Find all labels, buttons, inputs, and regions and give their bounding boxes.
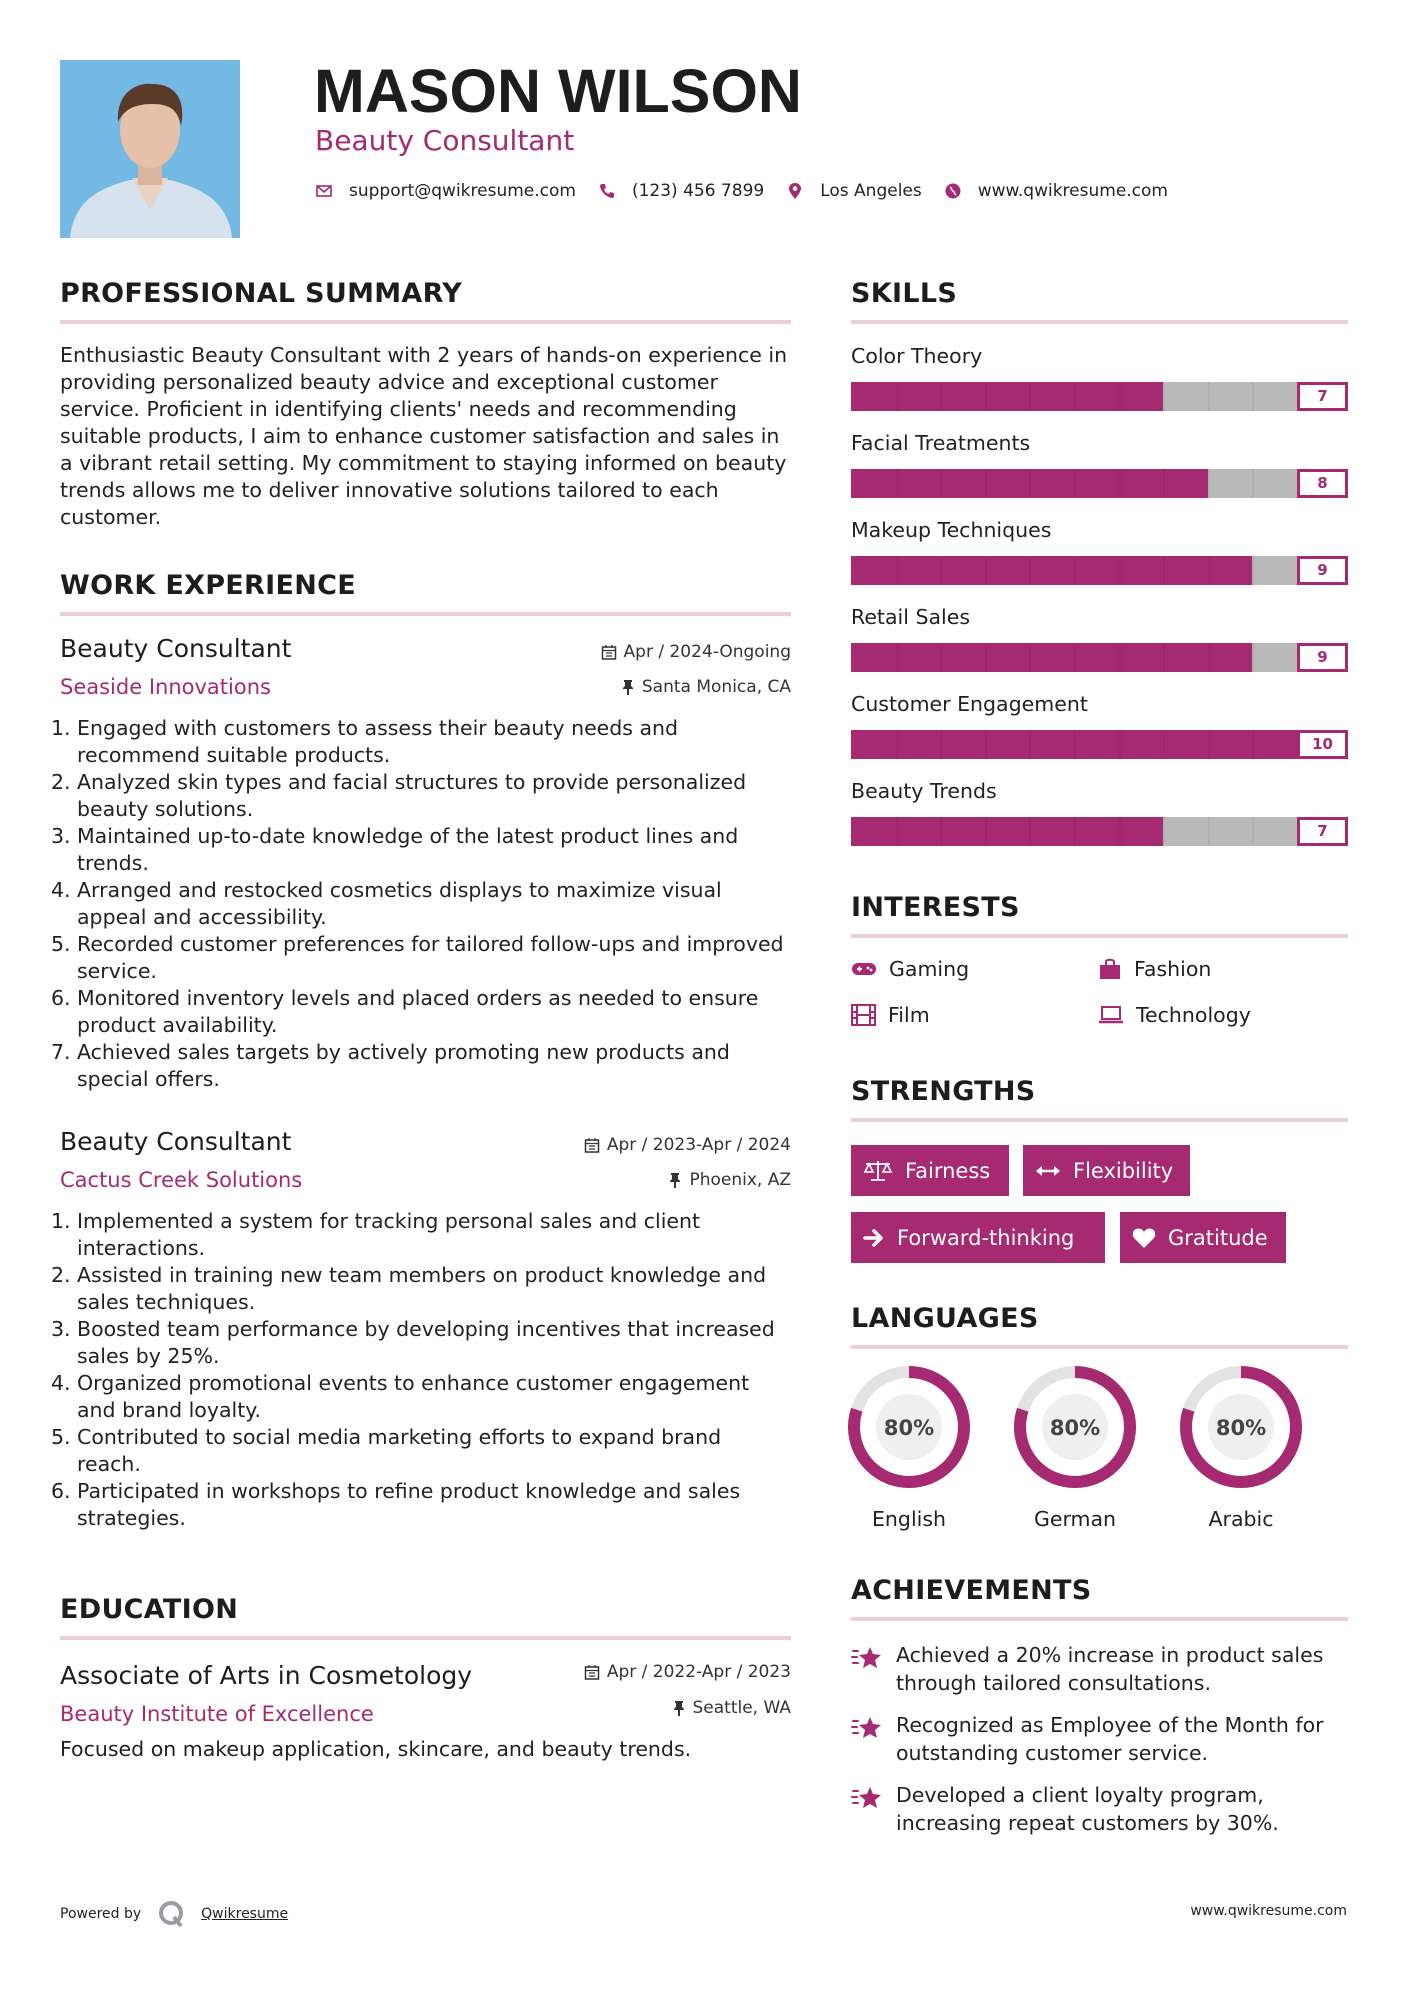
language-percent: 80% <box>1215 1416 1267 1440</box>
skill-bar-fill <box>851 817 1163 846</box>
skill-label: Color Theory <box>851 344 983 368</box>
skill-bar-divider <box>1252 469 1254 498</box>
achievements-section <box>851 1573 1348 1621</box>
envelope-icon <box>315 182 333 200</box>
skill-bar-divider <box>940 817 942 846</box>
interest-label: Gaming <box>889 957 970 981</box>
skill-bar <box>851 469 1348 498</box>
list-item: Monitored inventory levels and placed orders as needed to ensure product availability. <box>77 986 759 1037</box>
strengths-section <box>851 1074 1348 1122</box>
skill-bar-divider <box>1252 382 1254 411</box>
list-item: Assisted in training new team members on product knowledge and sales techniques. <box>77 1263 767 1314</box>
phone-icon <box>598 182 616 200</box>
languages-section <box>851 1301 1348 1349</box>
strength-label: Gratitude <box>1168 1225 1268 1250</box>
skill-bar-divider <box>1119 556 1121 585</box>
skill-bar-fill <box>851 643 1252 672</box>
calendar-icon <box>601 644 617 660</box>
skill-bar-divider <box>1163 643 1165 672</box>
skill-value: 8 <box>1297 469 1348 498</box>
skill-bar-divider <box>1252 556 1254 585</box>
education-entry <box>60 1662 791 1763</box>
skill-bar-divider <box>1252 730 1254 759</box>
skill-bar-divider <box>1074 817 1076 846</box>
skill-bar-divider <box>1029 556 1031 585</box>
summary-section <box>60 276 791 531</box>
skill-bar-divider <box>1208 730 1210 759</box>
skill-value: 10 <box>1297 730 1348 759</box>
skill-bar-divider <box>940 643 942 672</box>
pushpin-icon <box>672 1700 686 1716</box>
job-entry <box>60 635 791 1093</box>
skills-heading: SKILLS <box>851 276 1348 324</box>
skill-bar-track <box>851 817 1297 846</box>
shooting-star-icon <box>851 1785 883 1811</box>
arrows-horizontal-icon <box>1035 1164 1061 1178</box>
skill-bar-divider <box>985 730 987 759</box>
candidate-name: MASON WILSON <box>314 57 802 125</box>
language-item <box>1010 1365 1140 1533</box>
contact-phone: (123) 456 7899 <box>631 181 765 201</box>
language-item <box>1176 1365 1306 1533</box>
education-location <box>672 1696 792 1720</box>
job-dates <box>601 640 791 664</box>
film-icon <box>851 1004 876 1026</box>
job-location-text: Santa Monica, CA <box>641 677 791 697</box>
skill-label: Customer Engagement <box>851 692 1088 716</box>
skills-section <box>851 276 1348 324</box>
strength-badge <box>851 1212 1105 1263</box>
languages-heading: LANGUAGES <box>851 1301 1348 1349</box>
skill-bar-track <box>851 469 1297 498</box>
contact-location: Los Angeles <box>820 181 922 201</box>
skill-bar-divider <box>1029 643 1031 672</box>
job-dates <box>584 1133 791 1157</box>
skill-bar-divider <box>896 730 898 759</box>
skill-bar-divider <box>1119 469 1121 498</box>
interest-item <box>851 1001 930 1029</box>
strengths-heading: STRENGTHS <box>851 1074 1348 1122</box>
skill-bar <box>851 643 1348 672</box>
interest-item <box>851 955 969 983</box>
job-location <box>668 1168 791 1192</box>
job-entry <box>60 1128 791 1532</box>
achievement-item <box>851 1711 1348 1767</box>
skill-bar <box>851 817 1348 846</box>
strength-badge <box>851 1145 1009 1196</box>
list-item: Contributed to social media marketing efforts to expand brand reach. <box>77 1425 722 1476</box>
globe-icon <box>944 182 962 200</box>
skill-bar-divider <box>1119 643 1121 672</box>
job-title: Beauty Consultant <box>60 1127 292 1156</box>
job-title: Beauty Consultant <box>60 634 292 663</box>
skill-bar-divider <box>1163 382 1165 411</box>
contact-email[interactable]: support@qwikresume.com <box>349 181 576 201</box>
skill-bar-divider <box>1119 817 1121 846</box>
job-location <box>621 675 791 699</box>
list-item: Recorded customer preferences for tailored follow-ups and improved service. <box>77 932 784 983</box>
skill-bar-divider <box>1074 469 1076 498</box>
interests-section <box>851 890 1348 938</box>
job-responsibilities <box>51 1208 791 1532</box>
job-dates-text: Apr / 2023-Apr / 2024 <box>606 1135 791 1155</box>
list-item: Maintained up-to-date knowledge of the latest product lines and trends. <box>77 824 739 875</box>
skill-bar <box>851 556 1348 585</box>
interests-list <box>851 955 1348 1035</box>
school-name: Beauty Institute of Excellence <box>60 1702 374 1726</box>
laptop-icon <box>1098 1005 1124 1025</box>
calendar-icon <box>584 1137 600 1153</box>
achievement-text: Recognized as Employee of the Month for outstanding customer service. <box>896 1713 1324 1765</box>
skill-bar-divider <box>1029 382 1031 411</box>
education-section <box>60 1592 791 1763</box>
skill-bar-divider <box>940 556 942 585</box>
skill-bar-track <box>851 730 1297 759</box>
balance-scale-icon <box>863 1159 893 1183</box>
interest-label: Technology <box>1136 1003 1251 1027</box>
skill-bar-divider <box>1163 556 1165 585</box>
skill-bar-divider <box>896 382 898 411</box>
achievement-text: Achieved a 20% increase in product sales through tailored consultations. <box>896 1643 1324 1695</box>
map-marker-icon <box>786 182 804 200</box>
skill-bar-track <box>851 382 1297 411</box>
strength-label: Forward-thinking <box>897 1225 1075 1250</box>
strengths-list <box>851 1145 1348 1265</box>
interests-heading: INTERESTS <box>851 890 1348 938</box>
education-dates <box>584 1660 791 1684</box>
summary-text: Enthusiastic Beauty Consultant with 2 years of hands-on experience in providing personalized beauty advice and exceptional customer service. Proficient in identifying clients' needs and recommending suitable products, I aim to enhance customer satisfaction and sales in a vibrant retail setting. My commitment to staying informed on beauty trends allows me to deliver innovative solutions tailored to each customer. <box>60 343 788 529</box>
education-location-text: Seattle, WA <box>692 1698 791 1718</box>
summary-heading: PROFESSIONAL SUMMARY <box>60 276 791 324</box>
skill-bar-divider <box>896 817 898 846</box>
list-item: Analyzed skin types and facial structures to provide personalized beauty solutions. <box>77 770 747 821</box>
skill-bar-divider <box>1119 730 1121 759</box>
shooting-star-icon <box>851 1645 883 1671</box>
heart-icon <box>1132 1227 1156 1249</box>
skill-bar-divider <box>1208 556 1210 585</box>
strength-badge <box>1120 1212 1286 1263</box>
language-item <box>844 1365 974 1533</box>
candidate-title: Beauty Consultant <box>315 124 575 157</box>
skill-bar-divider <box>1074 643 1076 672</box>
education-dates-text: Apr / 2022-Apr / 2023 <box>606 1662 791 1682</box>
profile-photo <box>60 60 240 238</box>
skill-bar-divider <box>1208 469 1210 498</box>
list-item: Boosted team performance by developing incentives that increased sales by 25%. <box>77 1317 775 1368</box>
strength-badge <box>1023 1145 1190 1196</box>
languages-list <box>851 1365 1348 1535</box>
skill-label: Beauty Trends <box>851 779 997 803</box>
skill-bar-divider <box>940 382 942 411</box>
arrow-right-icon <box>863 1227 885 1249</box>
calendar-icon <box>584 1664 600 1680</box>
list-item: Engaged with customers to assess their beauty needs and recommend suitable products. <box>77 716 679 767</box>
language-donut <box>1013 1365 1137 1489</box>
skill-bar-divider <box>1208 382 1210 411</box>
language-label: Arabic <box>1208 1507 1274 1531</box>
skill-bar-divider <box>1252 817 1254 846</box>
achievement-text: Developed a client loyalty program, increasing repeat customers by 30%. <box>896 1783 1279 1835</box>
job-responsibilities <box>51 715 791 1093</box>
skill-bar-divider <box>896 469 898 498</box>
achievements-heading: ACHIEVEMENTS <box>851 1573 1348 1621</box>
skill-bar-fill <box>851 556 1252 585</box>
skill-bar-divider <box>1074 730 1076 759</box>
strength-label: Flexibility <box>1073 1158 1174 1183</box>
skills-list <box>851 342 1348 872</box>
education-heading: EDUCATION <box>60 1592 791 1640</box>
language-label: German <box>1033 1507 1117 1531</box>
skill-bar-divider <box>1252 643 1254 672</box>
work-section <box>60 568 791 616</box>
interest-item <box>1098 955 1211 983</box>
list-item: Participated in workshops to refine product knowledge and sales strategies. <box>77 1479 741 1530</box>
skill-label: Facial Treatments <box>851 431 1031 455</box>
skill-bar-divider <box>1119 382 1121 411</box>
interest-label: Fashion <box>1134 957 1212 981</box>
strength-label: Fairness <box>905 1158 991 1183</box>
skill-value: 9 <box>1297 556 1348 585</box>
job-location-text: Phoenix, AZ <box>689 1170 791 1190</box>
skill-bar-divider <box>896 643 898 672</box>
skill-bar-divider <box>940 730 942 759</box>
skill-bar-divider <box>1163 817 1165 846</box>
skill-bar-track <box>851 556 1297 585</box>
skill-label: Retail Sales <box>851 605 971 629</box>
list-item: Arranged and restocked cosmetics displays to maximize visual appeal and accessibility. <box>77 878 722 929</box>
language-donut <box>1179 1365 1303 1489</box>
skill-bar-fill <box>851 382 1163 411</box>
skill-bar-divider <box>985 643 987 672</box>
skill-bar-divider <box>985 382 987 411</box>
skill-bar-divider <box>1163 469 1165 498</box>
shooting-star-icon <box>851 1715 883 1741</box>
language-percent: 80% <box>883 1416 935 1440</box>
skill-bar-divider <box>896 556 898 585</box>
contact-row <box>315 178 1190 204</box>
pushpin-icon <box>621 679 635 695</box>
language-label: English <box>871 1507 947 1531</box>
company-name: Seaside Innovations <box>60 675 271 699</box>
achievement-item <box>851 1781 1348 1837</box>
list-item: Implemented a system for tracking personal sales and client interactions. <box>77 1209 701 1260</box>
interest-item <box>1098 1001 1251 1029</box>
skill-bar-divider <box>1074 556 1076 585</box>
skill-bar-divider <box>985 469 987 498</box>
footer-left <box>60 1899 288 1929</box>
skill-bar-divider <box>1029 469 1031 498</box>
gamepad-icon <box>851 960 877 978</box>
achievements-list <box>851 1641 1348 1861</box>
job-dates-text: Apr / 2024-Ongoing <box>623 642 791 662</box>
contact-website[interactable]: www.qwikresume.com <box>977 181 1168 201</box>
degree: Associate of Arts in Cosmetology <box>60 1661 473 1690</box>
skill-bar-track <box>851 643 1297 672</box>
qwikresume-logo-icon <box>157 1899 187 1929</box>
skill-bar <box>851 382 1348 411</box>
skill-bar-divider <box>1029 730 1031 759</box>
shopping-bag-icon <box>1098 958 1122 980</box>
skill-value: 9 <box>1297 643 1348 672</box>
pushpin-icon <box>668 1172 682 1188</box>
list-item: Achieved sales targets by actively promoting new products and special offers. <box>77 1040 730 1091</box>
education-description: Focused on makeup application, skincare, and beauty trends. <box>60 1737 692 1761</box>
skill-bar <box>851 730 1348 759</box>
skill-value: 7 <box>1297 817 1348 846</box>
language-donut <box>847 1365 971 1489</box>
skill-bar-divider <box>1029 817 1031 846</box>
company-name: Cactus Creek Solutions <box>60 1168 303 1192</box>
skill-bar-divider <box>940 469 942 498</box>
brand-link[interactable]: Qwikresume <box>201 1906 289 1922</box>
skill-bar-divider <box>985 817 987 846</box>
skill-bar-divider <box>1163 730 1165 759</box>
skill-bar-divider <box>1208 817 1210 846</box>
language-percent: 80% <box>1049 1416 1101 1440</box>
skill-bar-divider <box>985 556 987 585</box>
skill-bar-divider <box>1074 382 1076 411</box>
interest-label: Film <box>888 1003 930 1027</box>
powered-by-text: Powered by <box>60 1906 142 1922</box>
skill-label: Makeup Techniques <box>851 518 1052 542</box>
list-item: Organized promotional events to enhance customer engagement and brand loyalty. <box>77 1371 750 1422</box>
work-heading: WORK EXPERIENCE <box>60 568 791 616</box>
footer-website[interactable]: www.qwikresume.com <box>1190 1903 1347 1919</box>
skill-bar-divider <box>1208 643 1210 672</box>
achievement-item <box>851 1641 1348 1697</box>
skill-value: 7 <box>1297 382 1348 411</box>
